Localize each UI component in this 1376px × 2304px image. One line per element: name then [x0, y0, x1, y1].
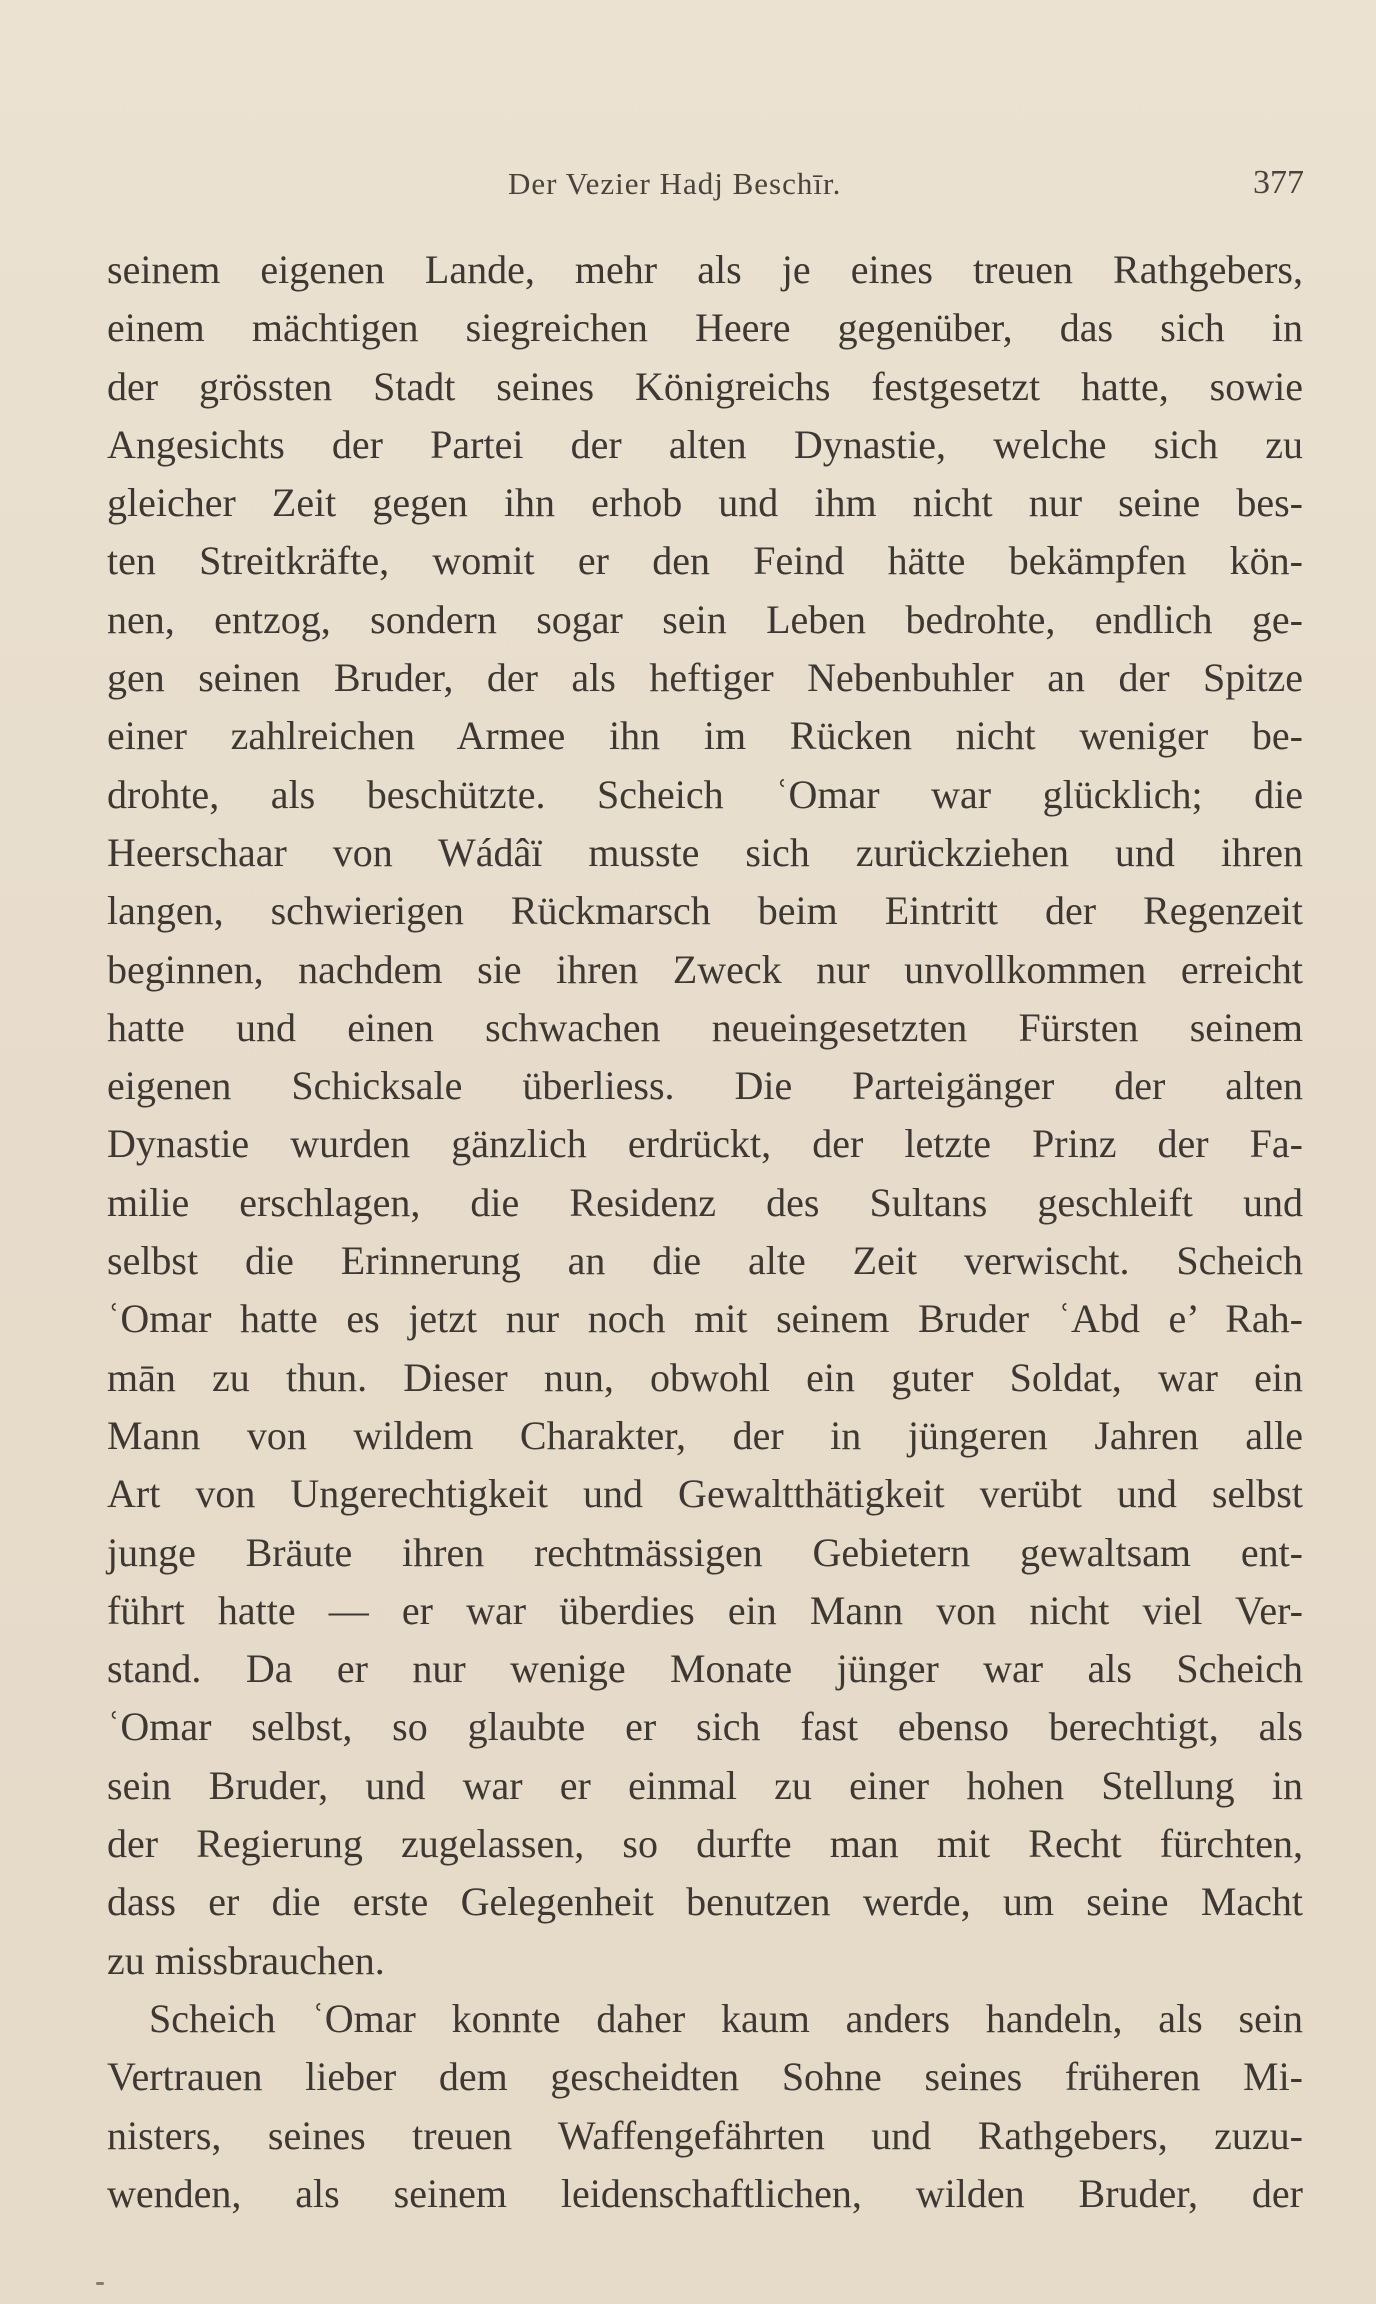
text-line: nen, entzog, sondern sogar sein Leben bedrohte, endlich ge- — [107, 596, 1303, 642]
text-line: stand. Da er nur wenige Monate jünger war als Scheich — [107, 1646, 1303, 1692]
text-line: hatte und einen schwachen neueingesetzten Fürsten seinem — [107, 1004, 1303, 1050]
text-line: einer zahlreichen Armee ihn im Rücken nicht weniger be- — [107, 713, 1303, 759]
text-line: gen seinen Bruder, der als heftiger Nebenbuhler an der Spitze — [107, 655, 1303, 701]
running-head: Der Vezier Hadj Beschīr. — [508, 166, 842, 201]
text-line: Heerschaar von Wádâï musste sich zurückziehen und ihren — [107, 829, 1303, 875]
text-line: ʿOmar selbst, so glaubte er sich fast ebenso berechtigt, als — [107, 1704, 1303, 1750]
text-line: einem mächtigen siegreichen Heere gegenüber, das sich in — [107, 305, 1303, 351]
text-line: der grössten Stadt seines Königreichs festgesetzt hatte, sowie — [107, 363, 1303, 409]
text-line: dass er die erste Gelegenheit benutzen werde, um seine Macht — [107, 1879, 1303, 1925]
page-header — [0, 160, 1376, 210]
text-line: wenden, als seinem leidenschaftlichen, wilden Bruder, der — [107, 2170, 1303, 2216]
text-line: seinem eigenen Lande, mehr als je eines treuen Rathgebers, — [107, 247, 1303, 292]
text-line: führt hatte — er war überdies ein Mann von nicht viel Ver- — [107, 1587, 1303, 1633]
text-line: Art von Ungerechtigkeit und Gewaltthätigkeit verübt und selbst — [107, 1471, 1303, 1517]
text-line: Scheich ʿOmar konnte daher kaum anders handeln, als sein — [149, 1995, 1303, 2041]
text-line: nisters, seines treuen Waffengefährten und Rathgebers, zuzu- — [107, 2112, 1303, 2158]
text-line: beginnen, nachdem sie ihren Zweck nur unvollkommen erreicht — [107, 946, 1303, 992]
text-line: ʿOmar hatte es jetzt nur noch mit seinem Bruder ʿAbd e’ Rah- — [107, 1296, 1303, 1342]
paper-speck — [96, 2282, 104, 2285]
page-number: 377 — [1253, 164, 1304, 201]
text-line: Vertrauen lieber dem gescheidten Sohne seines früheren Mi- — [107, 2054, 1303, 2100]
text-line: langen, schwierigen Rückmarsch beim Eintritt der Regenzeit — [107, 888, 1303, 934]
text-line: sein Bruder, und war er einmal zu einer hohen Stellung in — [107, 1762, 1303, 1808]
text-line: milie erschlagen, die Residenz des Sultans geschleift und — [107, 1179, 1303, 1225]
text-line: der Regierung zugelassen, so durfte man mit Recht fürchten, — [107, 1821, 1303, 1867]
paragraph-2 — [107, 1990, 1303, 2223]
text-line: mān zu thun. Dieser nun, obwohl ein guter Soldat, war ein — [107, 1354, 1303, 1400]
text-line: Dynastie wurden gänzlich erdrückt, der letzte Prinz der Fa- — [107, 1121, 1303, 1167]
paragraph-1 — [107, 241, 1303, 1990]
text-line: selbst die Erinnerung an die alte Zeit verwischt. Scheich — [107, 1238, 1303, 1284]
text-line: drohte, als beschützte. Scheich ʿOmar war glücklich; die — [107, 771, 1303, 817]
text-line: Mann von wildem Charakter, der in jüngeren Jahren alle — [107, 1412, 1303, 1458]
text-line: ten Streitkräfte, womit er den Feind hätte bekämpfen kön- — [107, 538, 1303, 584]
text-line: zu missbrauchen. — [107, 1937, 385, 1983]
body-text — [107, 241, 1303, 2223]
text-line: eigenen Schicksale überliess. Die Parteigänger der alten — [107, 1063, 1303, 1109]
text-line: gleicher Zeit gegen ihn erhob und ihm nicht nur seine bes- — [107, 480, 1303, 526]
text-line: Angesichts der Partei der alten Dynastie, welche sich zu — [107, 421, 1303, 467]
text-line: junge Bräute ihren rechtmässigen Gebietern gewaltsam ent- — [107, 1529, 1303, 1575]
